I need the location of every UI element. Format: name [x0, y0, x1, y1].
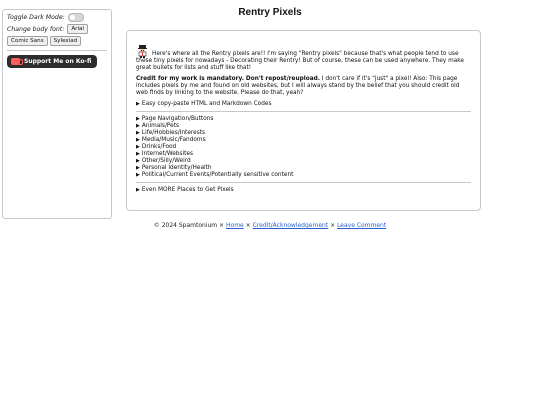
kofi-button[interactable] [7, 55, 97, 68]
kofi-cup-icon [11, 58, 20, 65]
category-label: Political/Current Events/Potentially sensitive content [141, 172, 294, 178]
category-item[interactable] [136, 144, 471, 151]
category-label: Drinks/Food [141, 144, 177, 150]
disclosure-triangle-icon: ▶ [136, 172, 140, 178]
settings-panel [2, 9, 112, 219]
credit-notice [136, 76, 471, 97]
category-item[interactable] [136, 137, 471, 144]
footer-comment-link[interactable]: Leave Comment [337, 222, 387, 229]
disclosure-triangle-icon: ▶ [136, 158, 140, 164]
footer-home-link[interactable]: Home [226, 222, 244, 229]
more-places-summary[interactable] [136, 187, 471, 194]
copy-codes-summary[interactable] [136, 101, 471, 108]
category-item[interactable] [136, 172, 471, 179]
font-arial-button[interactable]: Arial [67, 24, 88, 34]
footer-separator: × [330, 222, 336, 229]
category-list [136, 116, 471, 179]
section-divider [136, 182, 471, 183]
font-buttons-row [7, 36, 107, 46]
disclosure-triangle-icon: ▶ [136, 123, 140, 129]
footer-separator: × [245, 222, 251, 229]
category-label: Media/Music/Fandoms [141, 137, 206, 143]
disclosure-triangle-icon: ▶ [136, 130, 140, 136]
mascot-pixel-icon [137, 45, 148, 58]
category-label: Other/Silly/Weird [141, 158, 191, 164]
font-comic-sans-button[interactable]: Comic Sans [7, 36, 48, 46]
credit-rest: I don't care if it's "just" a pixel! Also: This page includes pixels by me and found on old websites, but I will always stand by the belief that you should credit old web finds by linking to the website. Please do that, yeah? [136, 76, 460, 96]
main-card [126, 30, 481, 211]
credit-bold: Credit for my work is mandatory. Don't repost/reupload. [136, 76, 320, 82]
disclosure-triangle-icon: ▶ [136, 137, 140, 143]
disclosure-triangle-icon: ▶ [136, 101, 140, 107]
dark-mode-label: Toggle Dark Mode: [7, 14, 65, 21]
category-label: Life/Hobbies/Interests [141, 130, 206, 136]
font-row [7, 24, 107, 34]
category-item[interactable] [136, 151, 471, 158]
font-sylexiad-button[interactable]: Sylexiad [50, 36, 82, 46]
disclosure-triangle-icon: ▶ [136, 165, 140, 171]
disclosure-triangle-icon: ▶ [136, 151, 140, 157]
footer-credit-link[interactable]: Credit/Acknowledgement [252, 222, 329, 229]
disclosure-triangle-icon: ▶ [136, 116, 140, 122]
category-item[interactable] [136, 130, 471, 137]
panel-divider [7, 50, 107, 51]
copy-codes-label: Easy copy-paste HTML and Markdown Codes [141, 101, 272, 107]
kofi-label: Support Me on Ko-fi [24, 58, 92, 65]
font-label: Change body font: [7, 25, 65, 33]
page-title: Rentry Pixels [238, 7, 302, 18]
footer [0, 222, 540, 229]
intro-block [136, 45, 471, 72]
more-places-label: Even MORE Places to Get Pixels [141, 187, 234, 193]
category-item[interactable] [136, 165, 471, 172]
intro-text: Here's where all the Rentry pixels are!! I'm saying "Rentry pixels" because that's what people tend to use these tiny pixels for nowadays - Decorating their Rentry! But of course, these can be used anywhere. They make great bullets for lists and stuff like that! [136, 51, 464, 71]
category-item[interactable] [136, 158, 471, 165]
category-label: Animals/Pets [141, 123, 180, 129]
category-label: Personal Identity/Health [141, 165, 212, 171]
section-divider [136, 111, 471, 112]
category-item[interactable] [136, 123, 471, 130]
category-label: Page Navigation/Buttons [141, 116, 214, 122]
category-item[interactable] [136, 116, 471, 123]
disclosure-triangle-icon: ▶ [136, 144, 140, 150]
footer-copyright: © 2024 Spamtonium × [153, 222, 225, 229]
category-label: Internet/Websites [141, 151, 193, 157]
disclosure-triangle-icon: ▶ [136, 187, 140, 193]
